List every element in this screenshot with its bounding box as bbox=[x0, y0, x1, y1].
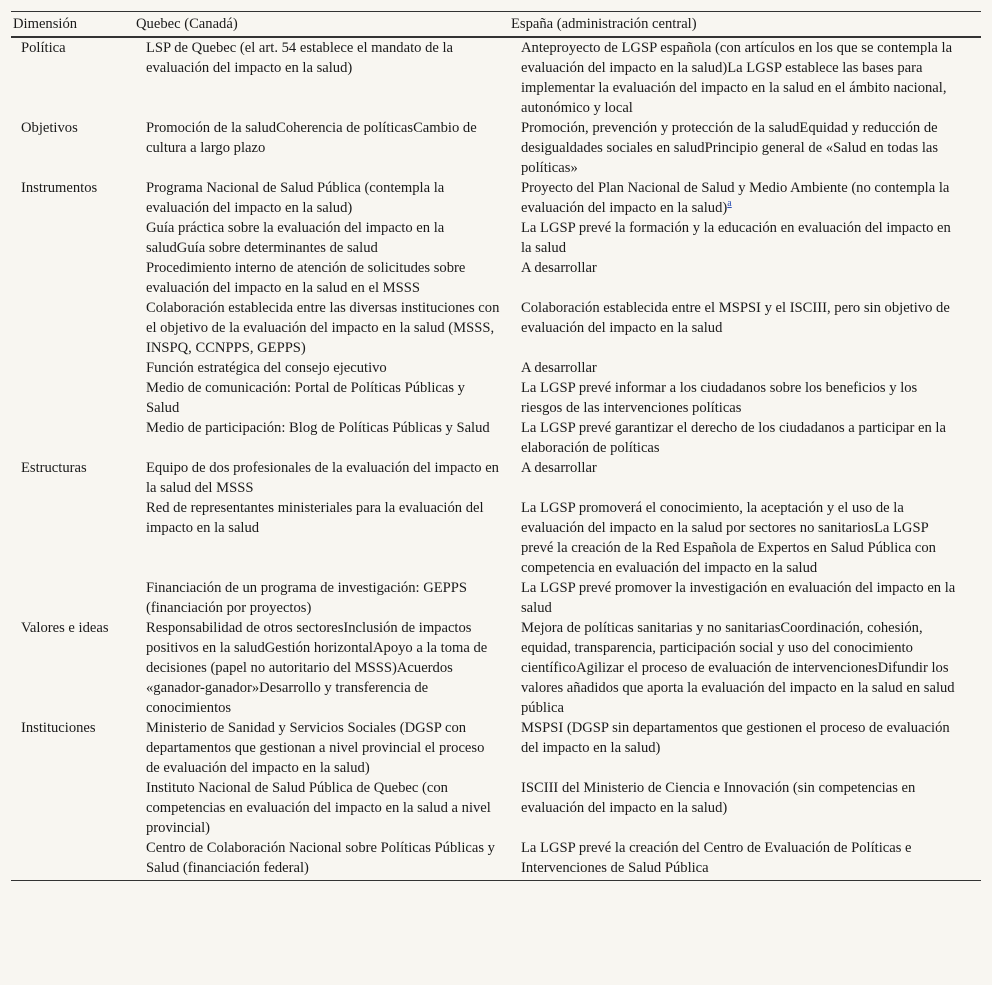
cell-dimension bbox=[11, 838, 136, 881]
cell-spain-text: La LGSP prevé informar a los ciudadanos sobre los beneficios y los riesgos de las intervenciones políticas bbox=[521, 380, 918, 416]
cell-dimension bbox=[11, 378, 136, 418]
cell-dimension bbox=[11, 358, 136, 378]
cell-spain-text: A desarrollar bbox=[521, 360, 597, 376]
cell-quebec: LSP de Quebec (el art. 54 establece el mandato de la evaluación del impacto en la salud) bbox=[146, 40, 454, 76]
cell-spain-text: Anteproyecto de LGSP española (con artículos en los que se contempla la evaluación del impacto en la salud)La LGSP establece las bases para implementar la evaluación del impacto en la salud en el ámbito nacional, autonómico y local bbox=[521, 40, 953, 116]
header-spain-label: España (administración central) bbox=[511, 16, 697, 32]
cell-dimension bbox=[11, 578, 136, 618]
table-row bbox=[11, 838, 981, 881]
cell-dimension: Valores e ideas bbox=[21, 620, 109, 636]
table-row bbox=[11, 358, 981, 378]
table-header bbox=[11, 12, 981, 38]
table-row bbox=[11, 458, 981, 498]
cell-quebec: Colaboración establecida entre las diversas instituciones con el objetivo de la evaluación del impacto en la salud (MSSS, INSPQ, CCNPPS, GEPPS) bbox=[146, 300, 500, 356]
table-row bbox=[11, 718, 981, 778]
header-row bbox=[11, 12, 981, 38]
table-row bbox=[11, 258, 981, 298]
cell-quebec: Medio de participación: Blog de Políticas Públicas y Salud bbox=[146, 420, 490, 436]
table-body bbox=[11, 37, 981, 881]
header-spain bbox=[511, 12, 981, 38]
cell-quebec: Centro de Colaboración Nacional sobre Políticas Públicas y Salud (financiación federal) bbox=[136, 838, 511, 881]
cell-spain bbox=[511, 578, 981, 618]
cell-spain bbox=[511, 358, 981, 378]
cell-spain bbox=[511, 118, 981, 178]
cell-quebec: Medio de comunicación: Portal de Políticas Públicas y Salud bbox=[146, 380, 465, 416]
cell-spain bbox=[511, 258, 981, 298]
cell-spain bbox=[511, 838, 981, 881]
table-row bbox=[11, 118, 981, 178]
comparison-table bbox=[11, 11, 981, 881]
header-dimension: Dimensión bbox=[11, 12, 136, 38]
table-row bbox=[11, 298, 981, 358]
cell-spain-text: Proyecto del Plan Nacional de Salud y Medio Ambiente (no contempla la evaluación del impacto en la salud) bbox=[521, 180, 950, 216]
cell-spain-text: La LGSP prevé la formación y la educación en evaluación del impacto en la salud bbox=[521, 220, 951, 256]
cell-spain-text: Mejora de políticas sanitarias y no sanitariasCoordinación, cohesión, equidad, transparencia, participación social y uso del conocimiento científicoAgilizar el proceso de evaluación de intervencionesDifundir los valores añadidos que aporta la evaluación del impacto en la salud en salud pública bbox=[521, 620, 955, 716]
cell-dimension bbox=[11, 418, 136, 458]
cell-spain bbox=[511, 37, 981, 118]
cell-quebec: Función estratégica del consejo ejecutivo bbox=[146, 360, 387, 376]
cell-dimension bbox=[11, 298, 136, 358]
cell-quebec: Financiación de un programa de investigación: GEPPS (financiación por proyectos) bbox=[146, 580, 467, 616]
cell-spain bbox=[511, 378, 981, 418]
table-row bbox=[11, 218, 981, 258]
cell-dimension: Objetivos bbox=[21, 120, 78, 136]
cell-spain bbox=[511, 618, 981, 718]
cell-quebec: Programa Nacional de Salud Pública (contempla la evaluación del impacto en la salud) bbox=[146, 180, 445, 216]
cell-quebec: Responsabilidad de otros sectoresInclusión de impactos positivos en la saludGestión horizontalApoyo a la toma de decisiones (papel no autoritario del MSSS)Acuerdos «ganador-ganador»Desarrollo y transferencia de conocimientos bbox=[146, 620, 488, 716]
table-row bbox=[11, 778, 981, 838]
cell-spain bbox=[511, 718, 981, 778]
cell-quebec: Guía práctica sobre la evaluación del impacto en la saludGuía sobre determinantes de salud bbox=[146, 220, 445, 256]
table-row bbox=[11, 498, 981, 578]
table-row bbox=[11, 578, 981, 618]
cell-spain bbox=[511, 218, 981, 258]
cell-spain-text: Colaboración establecida entre el MSPSI y el ISCIII, pero sin objetivo de evaluación del impacto en la salud bbox=[521, 300, 950, 336]
cell-dimension: Política bbox=[21, 40, 66, 56]
cell-spain bbox=[511, 498, 981, 578]
cell-spain-text: ISCIII del Ministerio de Ciencia e Innovación (sin competencias en evaluación del impacto en la salud) bbox=[521, 780, 916, 816]
table-row bbox=[11, 418, 981, 458]
footnote-link[interactable]: a bbox=[727, 198, 732, 210]
cell-spain bbox=[511, 778, 981, 838]
cell-spain bbox=[511, 458, 981, 498]
cell-dimension: Instrumentos bbox=[21, 180, 98, 196]
cell-spain-text: La LGSP promoverá el conocimiento, la aceptación y el uso de la evaluación del impacto en la salud por sectores no sanitariosLa LGSP prevé la creación de la Red Española de Expertos en Salud Pública con competencia en evaluación del impacto en la salud bbox=[521, 500, 936, 576]
cell-spain bbox=[511, 418, 981, 458]
cell-dimension bbox=[11, 778, 136, 838]
cell-dimension bbox=[11, 218, 136, 258]
cell-quebec: Promoción de la saludCoherencia de políticasCambio de cultura a largo plazo bbox=[146, 120, 477, 156]
cell-spain bbox=[511, 178, 981, 218]
cell-spain bbox=[511, 298, 981, 358]
cell-spain-text: La LGSP prevé promover la investigación en evaluación del impacto en la salud bbox=[521, 580, 956, 616]
cell-dimension bbox=[11, 258, 136, 298]
table-row bbox=[11, 37, 981, 118]
cell-spain-text: MSPSI (DGSP sin departamentos que gestionen el proceso de evaluación del impacto en la salud) bbox=[521, 720, 950, 756]
cell-quebec: Ministerio de Sanidad y Servicios Sociales (DGSP con departamentos que gestionan a nivel provincial el proceso de evaluación del impacto en la salud) bbox=[146, 720, 485, 776]
cell-quebec: Instituto Nacional de Salud Pública de Quebec (con competencias en evaluación del impacto en la salud a nivel provincial) bbox=[146, 780, 491, 836]
cell-quebec: Red de representantes ministeriales para la evaluación del impacto en la salud bbox=[146, 500, 484, 536]
table-row bbox=[11, 378, 981, 418]
cell-spain-text: A desarrollar bbox=[521, 460, 597, 476]
cell-quebec: Equipo de dos profesionales de la evaluación del impacto en la salud del MSSS bbox=[146, 460, 499, 496]
table-row bbox=[11, 178, 981, 218]
table-row bbox=[11, 618, 981, 718]
cell-spain-text: La LGSP prevé garantizar el derecho de los ciudadanos a participar en la elaboración de políticas bbox=[521, 420, 946, 456]
cell-spain-text: Promoción, prevención y protección de la saludEquidad y reducción de desigualdades sociales en saludPrincipio general de «Salud en todas las políticas» bbox=[521, 120, 939, 176]
cell-dimension bbox=[11, 498, 136, 578]
header-quebec bbox=[136, 12, 511, 38]
cell-dimension: Instituciones bbox=[21, 720, 96, 736]
cell-dimension: Estructuras bbox=[21, 460, 87, 476]
header-quebec-label: Quebec (Canadá) bbox=[136, 16, 238, 32]
cell-spain-text: A desarrollar bbox=[521, 260, 597, 276]
cell-quebec: Procedimiento interno de atención de solicitudes sobre evaluación del impacto en la salud en el MSSS bbox=[146, 260, 466, 296]
cell-spain-text: La LGSP prevé la creación del Centro de Evaluación de Políticas e Intervenciones de Salud Pública bbox=[521, 840, 912, 876]
